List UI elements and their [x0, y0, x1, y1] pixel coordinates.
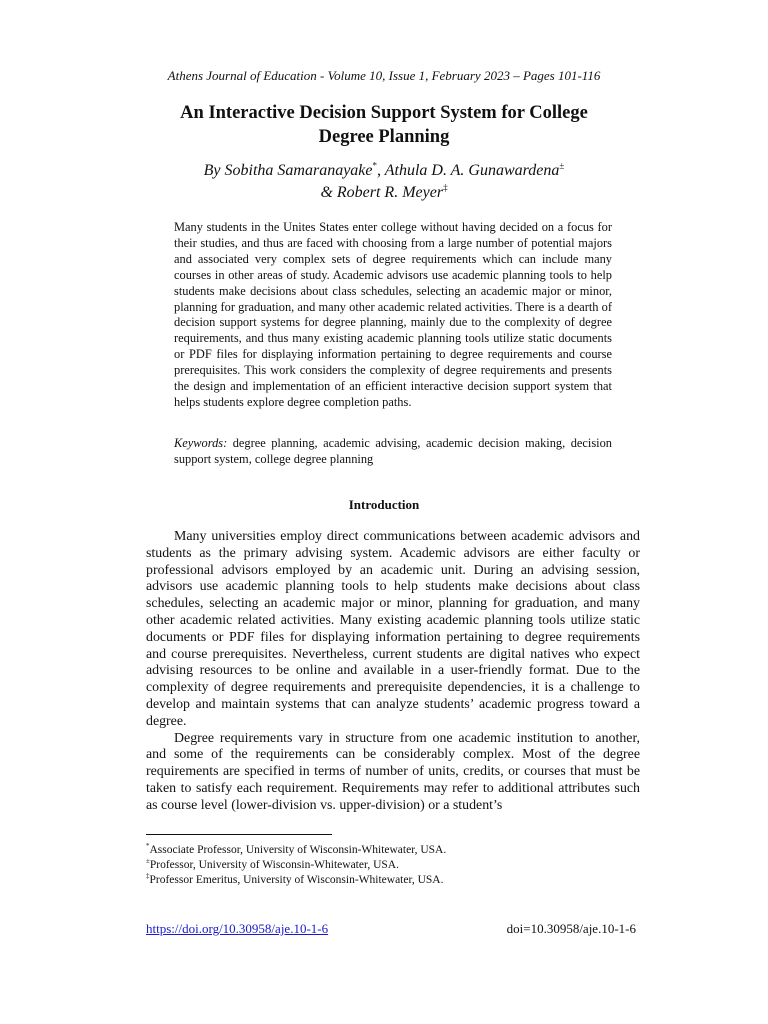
author-1-mark: * [372, 160, 378, 171]
footnotes [146, 843, 640, 888]
authors-line-2 [130, 182, 638, 204]
footnote-text: Professor, University of Wisconsin-Whitewater, USA. [149, 859, 399, 871]
author-1: By Sobitha Samaranayake [203, 162, 373, 179]
author-2-mark: ± [559, 160, 565, 171]
footnote-mark: ± [146, 857, 150, 866]
paper-title [150, 101, 618, 149]
doi-identifier: doi=10.30958/aje.10-1-6 [506, 921, 636, 936]
section-heading-introduction: Introduction [348, 497, 420, 512]
keywords-list: degree planning, academic advising, academic decision making, decision support system, college degree planning [174, 436, 612, 466]
footnote-divider [146, 834, 332, 835]
footnote [146, 843, 640, 858]
doi-link[interactable]: https://doi.org/10.30958/aje.10-1-6 [146, 921, 329, 936]
footnote-text: Professor Emeritus, University of Wisconsin-Whitewater, USA. [149, 874, 444, 886]
footnote [146, 873, 640, 888]
author-list [130, 160, 638, 204]
footnote [146, 858, 640, 873]
title-line-2: Degree Planning [318, 127, 450, 147]
title-line-1: An Interactive Decision Support System for College [180, 103, 588, 123]
authors-line-1 [130, 160, 638, 182]
footnote-text: Associate Professor, University of Wisconsin-Whitewater, USA. [149, 844, 447, 856]
keywords [174, 436, 612, 468]
keywords-label: Keywords: [174, 436, 228, 450]
author-3: & Robert R. Meyer [320, 184, 444, 201]
abstract: Many students in the Unites States enter college without having decided on a focus for their studies, and thus are faced with choosing from a large number of potential majors and associated very complex sets of degree requirements which can include many courses in other areas of study. Academic advisors use academic planning tools to help students make decisions about class schedules, selecting an academic major or minor, planning for graduation, and many other academic related activities. There is a dearth of decision support systems for degree planning, mainly due to the complexity of degree requirements, and thus many existing academic planning tools utilize static documents or PDF files for displaying information pertaining to degree requirements and course prerequisites. This work considers the complexity of degree requirements and presents the design and implementation of an efficient interactive decision support system that helps students explore degree completion paths. [174, 220, 612, 409]
author-2: , Athula D. A. Gunawardena [377, 162, 560, 179]
paragraph: Degree requirements vary in structure from one academic institution to another, and some of the requirements can be considerably complex. Most of the degree requirements are specified in terms of number of units, credits, or courses that must be taken to satisfy each requirement. Requirements may refer to additional attributes such as course level (lower-division vs. upper-division) or a student’s [146, 730, 640, 813]
paragraph: Many universities employ direct communications between academic advisors and students as the primary advising system. Academic advisors are either faculty or professional advisors employed by an academic unit. During an advising session, advisors use academic planning tools to help students make decisions about class schedules, selecting an academic major or minor, planning for graduation, and many other academic related activities. Many existing academic planning tools utilize static documents or PDF files for displaying information pertaining to degree requirements and course prerequisites. Nevertheless, current students are digital natives who expect advising resources to be online and available in a user-friendly format. Due to the complexity of degree requirements and prerequisite dependencies, it is a challenge to develop and maintain systems that can analyze students’ academic progress toward a degree. [146, 529, 640, 729]
introduction-body [146, 529, 640, 815]
journal-header: Athens Journal of Education - Volume 10, Issue 1, February 2023 – Pages 101-116 [167, 68, 601, 83]
footnote-mark: ‡ [146, 872, 150, 881]
author-3-mark: ‡ [443, 182, 448, 193]
footnote-mark: * [146, 842, 150, 851]
